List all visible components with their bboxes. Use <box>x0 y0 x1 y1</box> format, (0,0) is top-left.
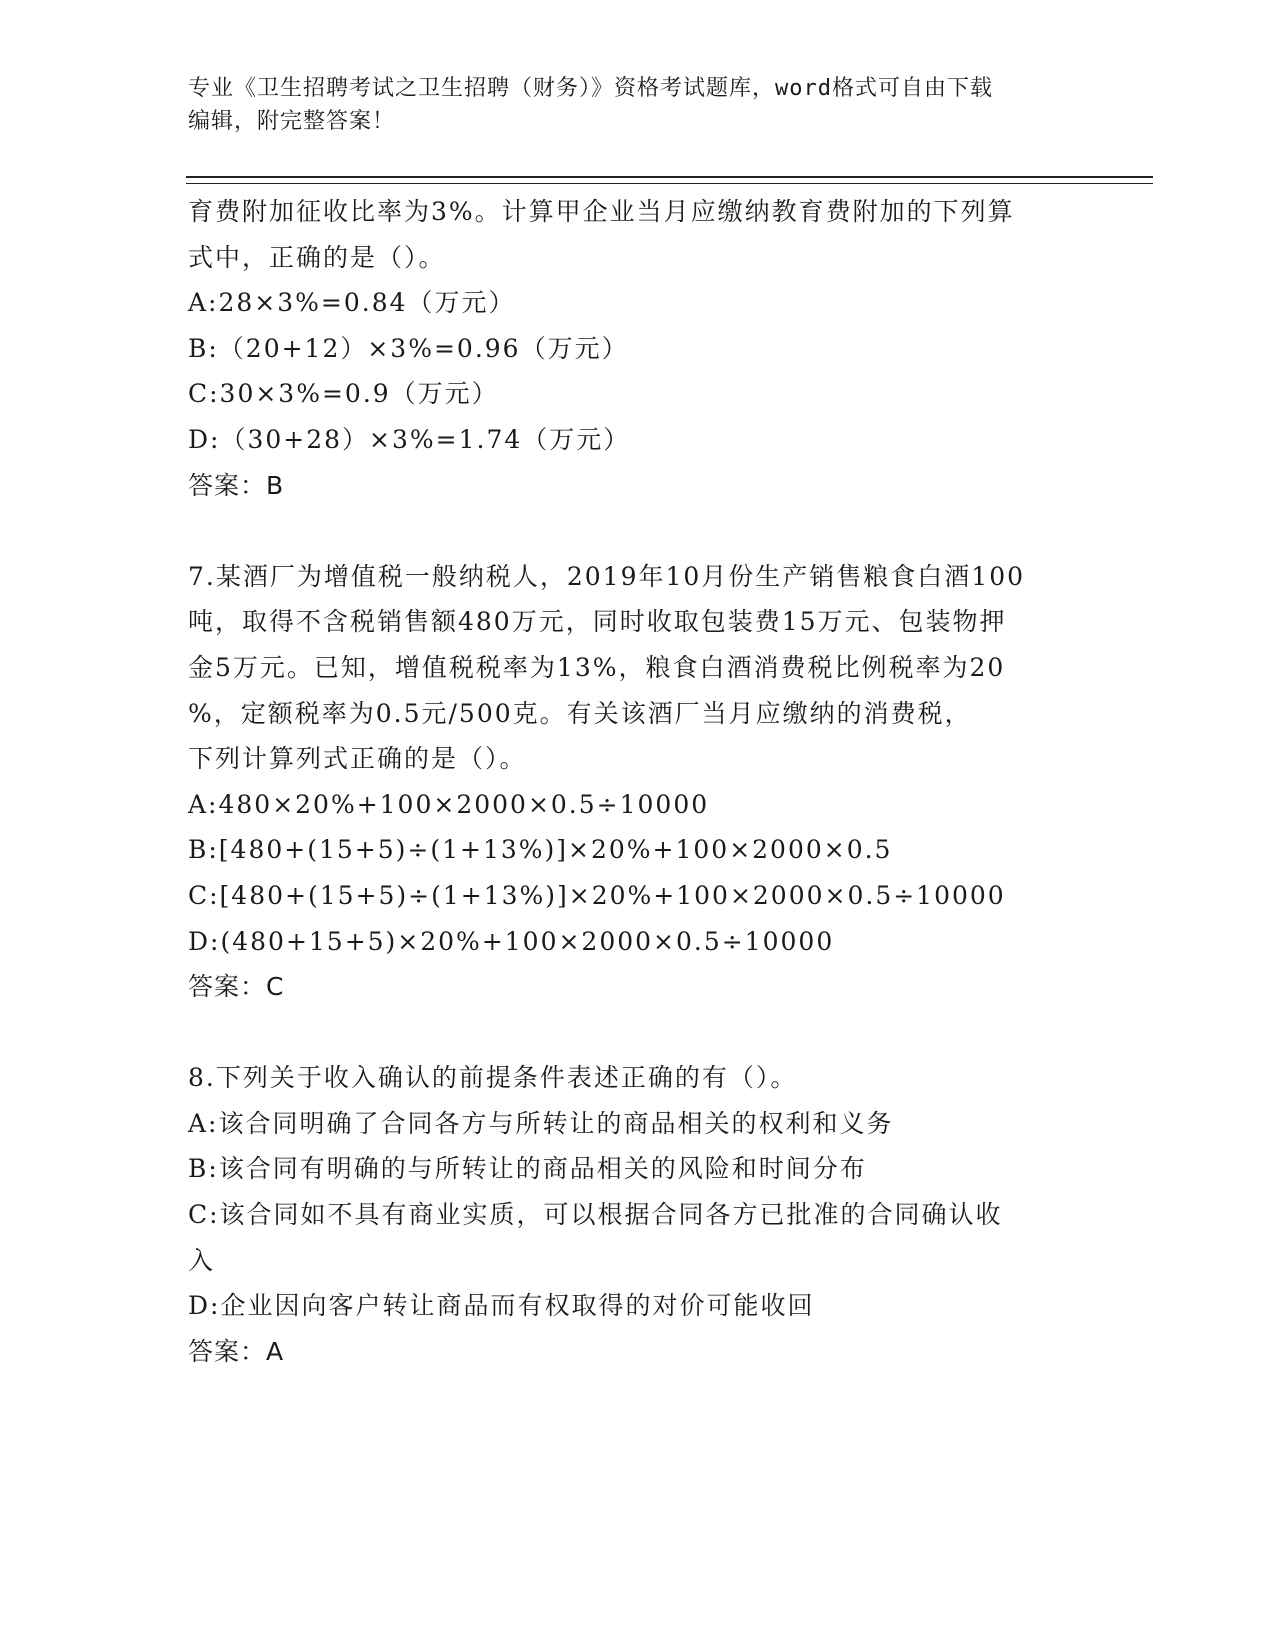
option-c: C:[480+(15+5)÷(1+13%)]×20%+100×2000×0.5÷10000 <box>188 880 1006 910</box>
option-c-continued: 入 <box>188 1245 216 1275</box>
option-c: C:30×3%=0.9（万元） <box>188 379 499 409</box>
document-body <box>188 189 1078 1374</box>
option-a: A:480×20%+100×2000×0.5÷10000 <box>188 789 710 819</box>
spacer <box>188 1010 1078 1056</box>
header-line-2: 编辑，附完整答案！ <box>188 109 396 134</box>
document-header <box>188 72 1068 138</box>
spacer <box>188 508 1078 554</box>
question-stem-line: 育费附加征收比率为3%。计算甲企业当月应缴纳教育费附加的下列算 <box>188 197 1015 226</box>
option-a: A:该合同明确了合同各方与所转让的商品相关的权利和义务 <box>188 1108 894 1138</box>
option-d: D:（30+28）×3%=1.74（万元） <box>188 424 631 454</box>
question-stem-line: 式中，正确的是（）。 <box>188 242 446 272</box>
header-divider-thin <box>186 183 1153 184</box>
header-divider-thick <box>186 176 1153 178</box>
option-a: A:28×3%=0.84（万元） <box>188 288 516 318</box>
question-stem-line: %，定额税率为0.5元/500克。有关该酒厂当月应缴纳的消费税， <box>188 698 972 728</box>
answer-line: 答案：A <box>188 1336 285 1366</box>
option-d: D:企业因向客户转让商品而有权取得的对价可能收回 <box>188 1291 815 1321</box>
option-b: B:[480+(15+5)÷(1+13%)]×20%+100×2000×0.5 <box>188 835 893 865</box>
question-6 <box>188 189 1078 508</box>
option-d: D:(480+15+5)×20%+100×2000×0.5÷10000 <box>188 926 835 956</box>
answer-line: 答案：C <box>188 972 285 1002</box>
question-stem-line: 吨，取得不含税销售额480万元，同时收取包装费15万元、包装物押 <box>188 607 1007 637</box>
option-b: B:（20+12）×3%=0.96（万元） <box>188 333 629 363</box>
question-stem-line: 下列计算列式正确的是（）。 <box>188 744 527 774</box>
option-c: C:该合同如不具有商业实质，可以根据合同各方已批准的合同确认收 <box>188 1200 1003 1230</box>
question-stem-line: 金5万元。已知，增值税税率为13%，粮食白酒消费税比例税率为20 <box>188 652 1006 682</box>
question-8 <box>188 1055 1078 1374</box>
question-stem-line: 7.某酒厂为增值税一般纳税人，2019年10月份生产销售粮食白酒100 <box>188 561 1026 591</box>
question-7 <box>188 554 1078 1010</box>
answer-line: 答案：B <box>188 470 285 500</box>
option-b: B:该合同有明确的与所转让的商品相关的风险和时间分布 <box>188 1154 867 1184</box>
header-line-1: 专业《卫生招聘考试之卫生招聘（财务）》资格考试题库，word格式可自由下载 <box>188 76 993 101</box>
question-stem-line: 8.下列关于收入确认的前提条件表述正确的有（）。 <box>188 1063 798 1093</box>
